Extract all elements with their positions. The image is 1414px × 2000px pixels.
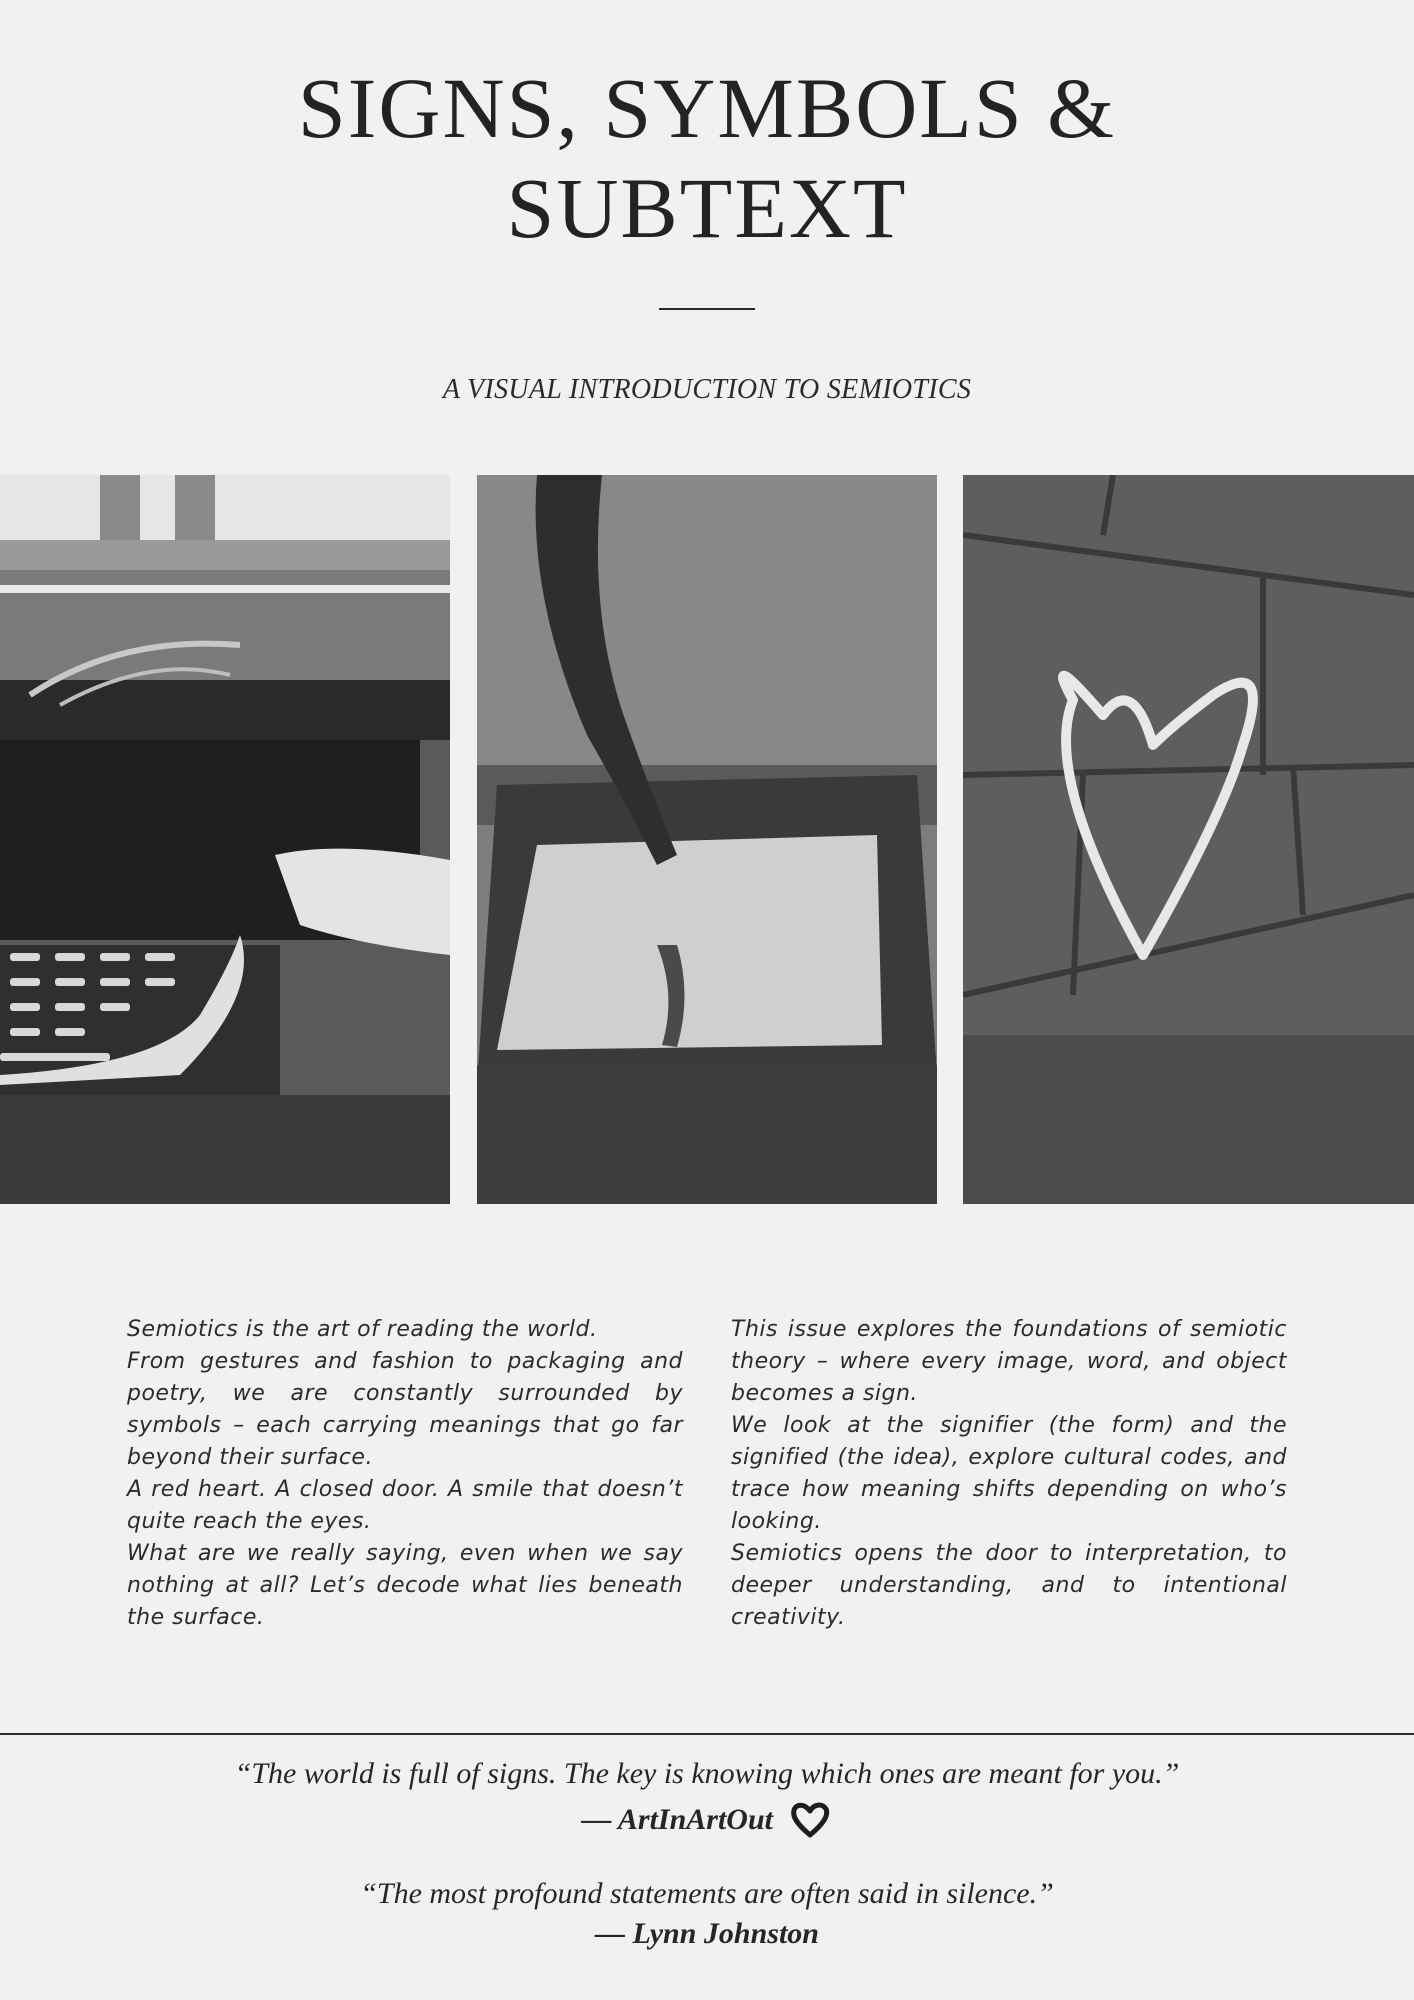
left-paragraph: A red heart. A closed door. A smile that doesn’t quite reach the eyes. xyxy=(127,1477,683,1534)
title-divider xyxy=(659,308,755,310)
right-paragraph: This issue explores the foundations of semiotic theory – where every image, word, and object becomes a sign. xyxy=(731,1317,1287,1406)
chalk-heart-photo xyxy=(963,475,1414,1204)
typewriter-photo xyxy=(0,475,450,1204)
title-line-2: SUBTEXT xyxy=(506,160,908,256)
quote-author: — ArtInArtOut xyxy=(581,1803,773,1836)
heart-icon xyxy=(788,1797,832,1841)
left-paragraph: From gestures and fashion to packaging and poetry, we are constantly surrounded by symbols – each carrying meanings that go far beyond their surface. xyxy=(127,1349,683,1470)
quotes-divider xyxy=(0,1733,1414,1735)
right-paragraph: We look at the signifier (the form) and the signified (the idea), explore cultural codes, and trace how meaning shifts depending on who’s looking. xyxy=(731,1413,1287,1534)
right-paragraph: Semiotics opens the door to interpretation, to deeper understanding, and to intentional creativity. xyxy=(731,1541,1287,1630)
quote-attribution xyxy=(0,1917,1414,1951)
title-line-1: SIGNS, SYMBOLS & xyxy=(297,60,1117,156)
intro-left-column xyxy=(127,1314,683,1634)
left-paragraph: Semiotics is the art of reading the world. xyxy=(127,1317,598,1342)
quote-author: — Lynn Johnston xyxy=(595,1917,819,1950)
quote-attribution xyxy=(0,1797,1414,1841)
quote-text: “The world is full of signs. The key is knowing which ones are meant for you.” xyxy=(234,1757,1180,1790)
page-subtitle: A VISUAL INTRODUCTION TO SEMIOTICS xyxy=(442,374,972,405)
mirror-hands-photo xyxy=(477,475,937,1204)
page-title xyxy=(0,58,1414,258)
left-paragraph: What are we really saying, even when we say nothing at all? Let’s decode what lies beneath the surface. xyxy=(127,1541,683,1630)
intro-right-column xyxy=(731,1314,1287,1634)
quote-text: “The most profound statements are often said in silence.” xyxy=(360,1877,1054,1910)
